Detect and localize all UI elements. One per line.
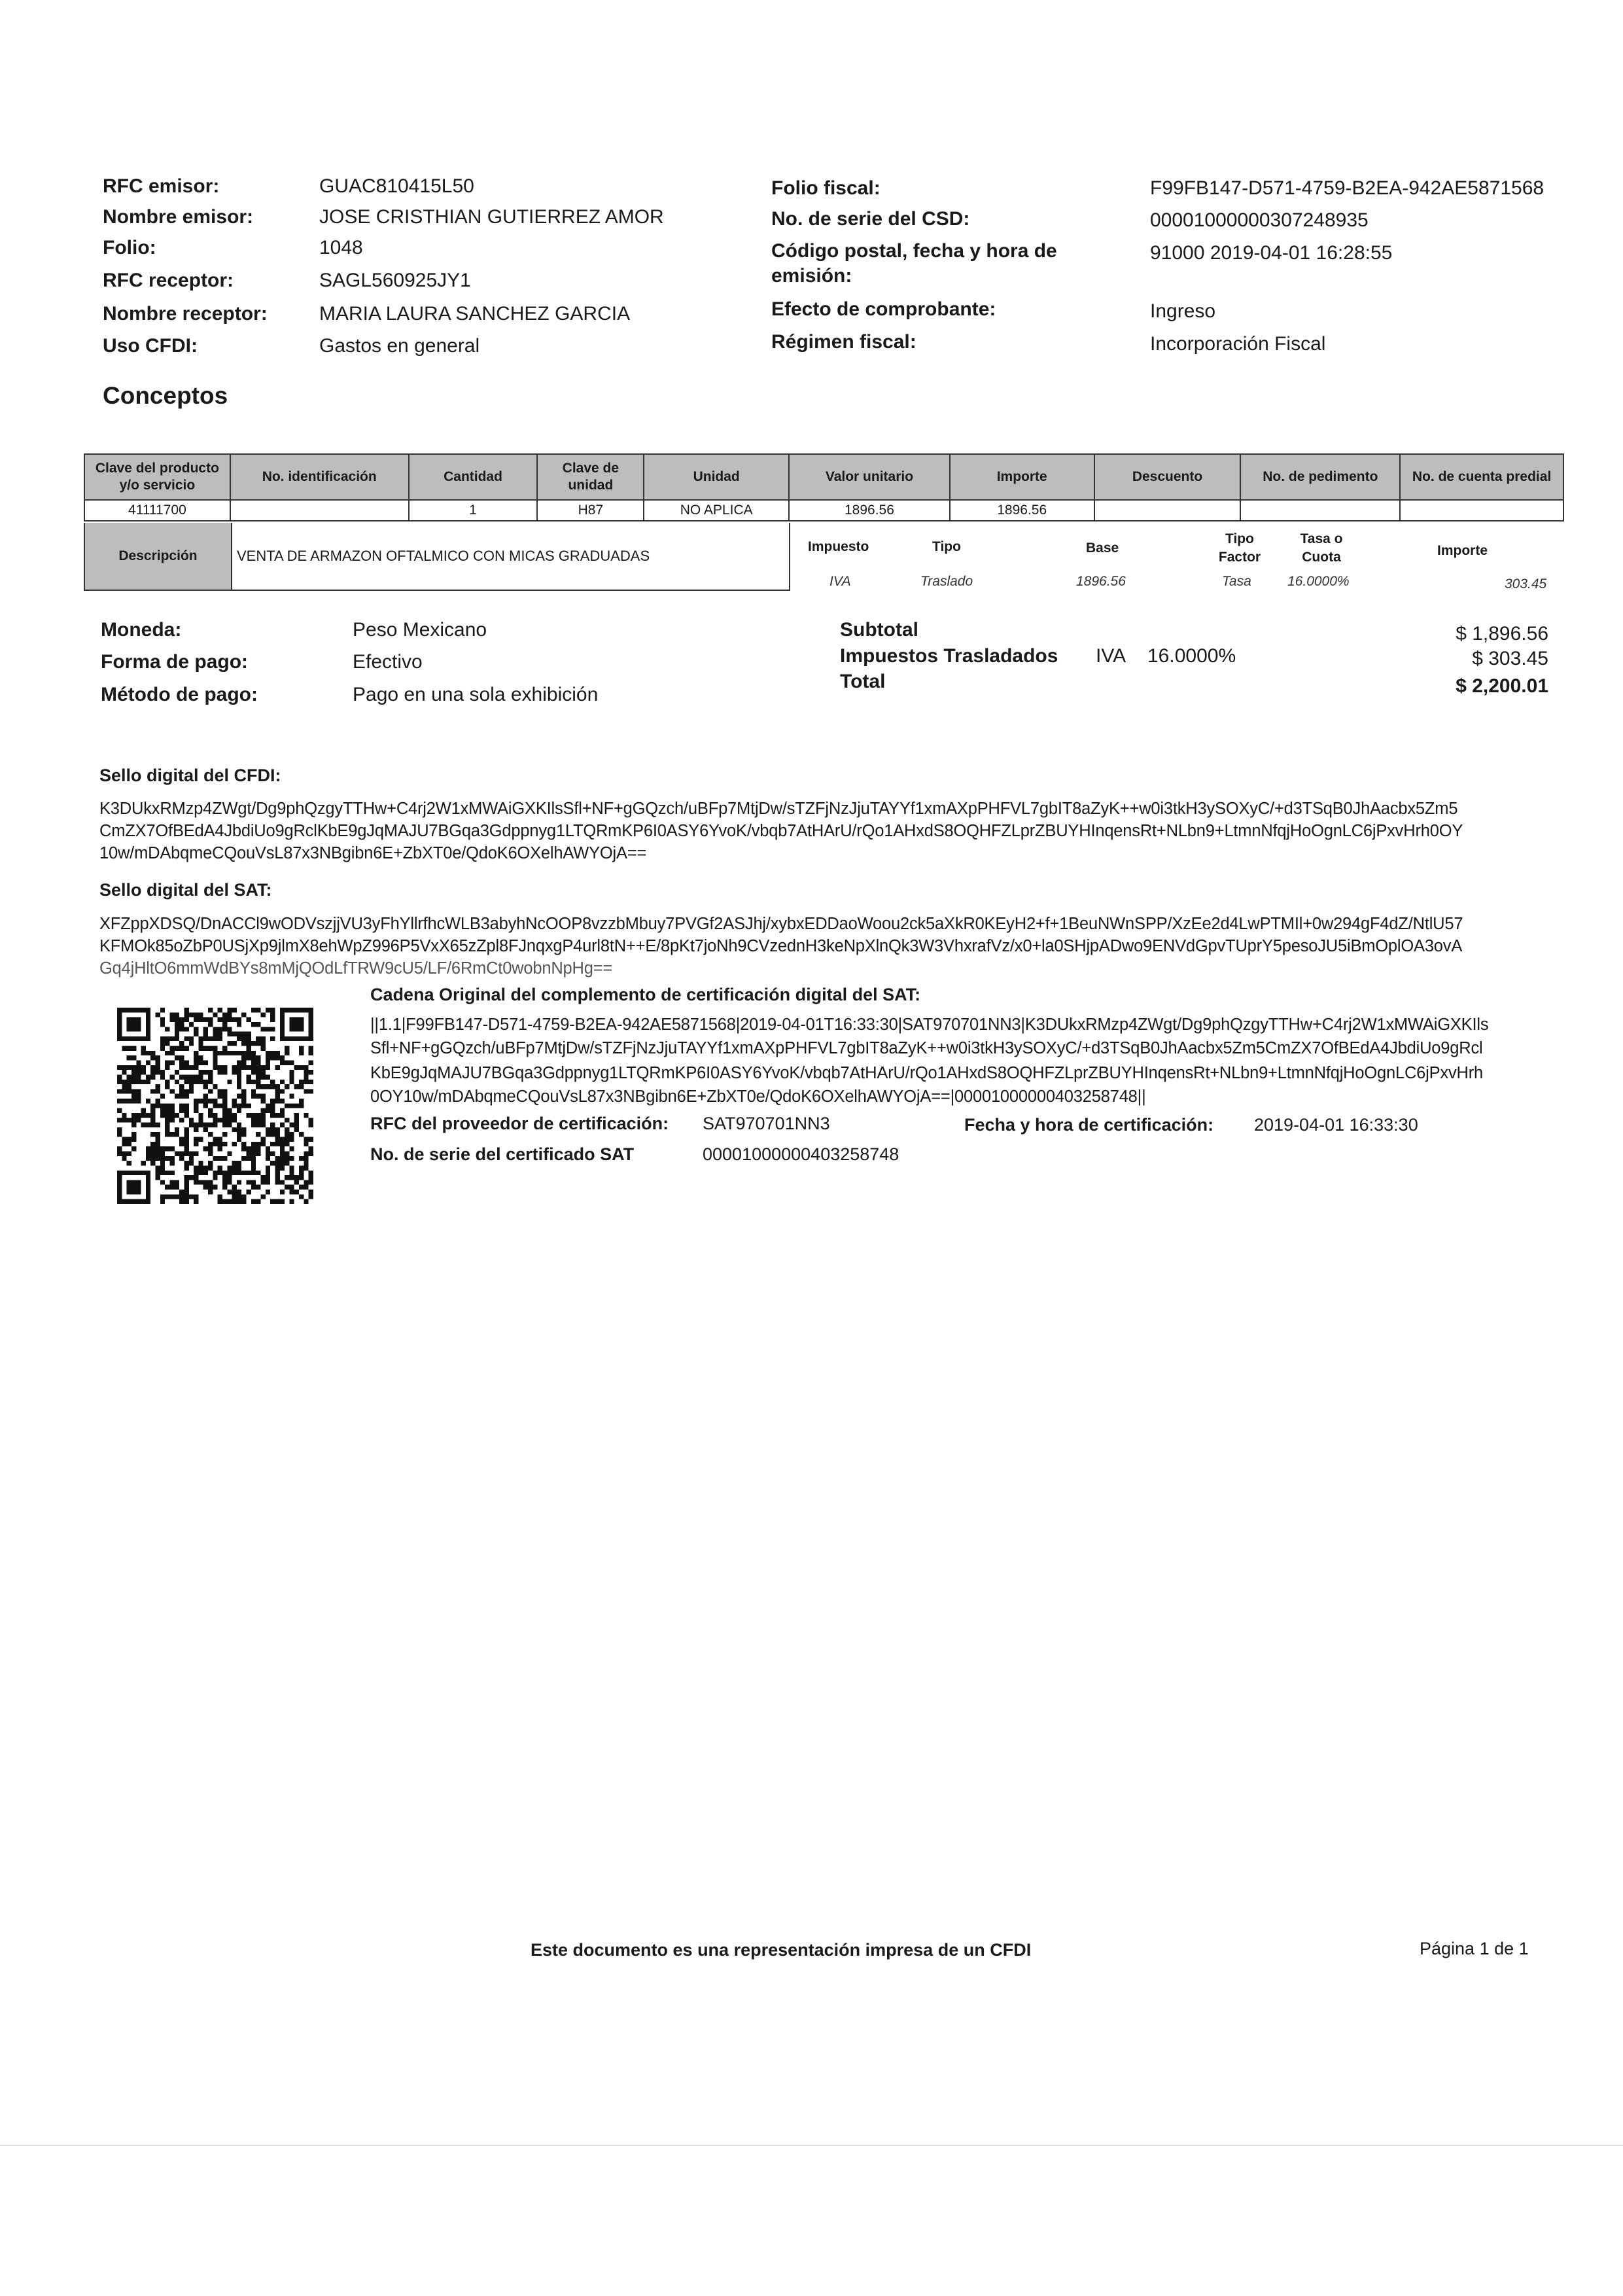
header-text: Clave de [562,461,620,476]
serie-sat-label: No. de serie del certificado SAT [370,1144,635,1164]
sello-sat-line: KFMOk85oZbP0USjXp9jlmX8ehWpZ996P5VxX65zZpl8FJnqxgP4url8tN++E/8pKt7joNh9CVzednH3keNpXlnQk3W3VhxrafVz/x0+la0SHjpADwo9ENVdGpvTUprY5pesoJU5iBmOplOA3ovA [99,937,1463,955]
nombre-emisor-value: JOSE CRISTHIAN GUTIERREZ AMOR [319,206,664,228]
rfc-proveedor-value: SAT970701NN3 [703,1114,830,1133]
cell [1094,500,1241,521]
folio-value: 1048 [319,237,363,258]
cell: 1 [409,500,538,521]
footer-note: Este documento es una representación impresa de un CFDI [531,1940,1032,1960]
cell: 1896.56 [789,500,950,521]
sello-cfdi-label: Sello digital del CFDI: [99,766,281,785]
cell: 41111700 [84,500,230,521]
col-valor-unitario: Valor unitario [789,454,950,500]
forma-pago-value: Efectivo [353,651,423,673]
col-no-pedimento: No. de pedimento [1240,454,1400,500]
tax-base-value: 1896.56 [1076,574,1126,589]
tax-importe-value: 303.45 [1505,576,1547,592]
cadena-line: Sfl+NF+gGQzch/uBFp7MtjDw/sTZFjNzJjuTAYYf1xmAXpPHFVL7gbIT8aZyK++w0i3tkH3ySOXyC/+d3TSqB0JhAacbx5Zm5CmZX7OfBEdA4JbdiUo9gRcl [370,1039,1483,1057]
fecha-certificacion-value: 2019-04-01 16:33:30 [1254,1115,1418,1135]
metodo-pago-label: Método de pago: [101,684,258,705]
cell [1400,500,1563,521]
moneda-label: Moneda: [101,619,182,641]
col-unidad: Unidad [644,454,789,500]
header-text: Factor [1218,550,1261,565]
cadena-label: Cadena Original del complemento de certificación digital del SAT: [370,985,921,1004]
description-label: Descripción [85,523,232,590]
rfc-emisor-label: RFC emisor: [103,175,220,197]
folio-label: Folio: [103,237,156,258]
tax-importe-header: Importe [1437,543,1488,558]
sello-sat-line: XFZppXDSQ/DnACCl9wODVszjjVU3yFhYllrfhcWLB3abyhNcOOP8vzzbMbuy7PVGf2ASJhj/xybxEDDaoWoou2ck5aXkR0KEyH2+f+1BeuNWnSPP/XzEe2d4LwPTMIl+0w294gF4dZ/NtlU57 [99,915,1463,933]
efecto-value: Ingreso [1150,300,1216,322]
cell [230,500,409,521]
tax-impuesto-header: Impuesto [808,539,869,554]
col-clave-producto [84,454,230,500]
tax-tipo-factor-value: Tasa [1222,574,1251,589]
col-cantidad: Cantidad [409,454,538,500]
col-descuento: Descuento [1094,454,1241,500]
sello-cfdi-line: CmZX7OfBEdA4JbdiUo9gRclKbE9gJqMAJU7BGqa3Gdppnyg1LTQRmKP6I0ASY6YvoK/vbqb7AtHArU/rQo1AHxdS8OQHFZLprZBUYHInqensRt+NLbn9+LtmnNfqjHoOgnLC6jPxvHrh0OY [99,822,1463,840]
description-box [84,523,790,591]
regimen-label: Régimen fiscal: [771,331,916,353]
moneda-value: Peso Mexicano [353,619,487,641]
cell [1240,500,1400,521]
page-number: Página 1 de 1 [1420,1939,1529,1958]
serie-sat-value: 00001000000403258748 [703,1144,899,1164]
cell: NO APLICA [644,500,789,521]
metodo-pago-value: Pago en una sola exhibición [353,684,599,705]
qr-modules [117,1008,313,1204]
cadena-line: KbE9gJqMAJU7BGqa3Gdppnyg1LTQRmKP6I0ASY6YvoK/vbqb7AtHArU/rQo1AHxdS8OQHFZLprZBUYHInqensRt+NLbn9+LtmnNfqjHoOgnLC6jPxvHrh [370,1064,1484,1082]
rfc-emisor-value: GUAC810415L50 [319,175,474,197]
codigo-postal-value: 91000 2019-04-01 16:28:55 [1150,242,1393,264]
uso-cfdi-label: Uso CFDI: [103,335,198,357]
tax-tipo-value: Traslado [920,574,973,589]
cell: H87 [537,500,644,521]
tax-base-header: Base [1086,540,1119,556]
description-value: VENTA DE ARMAZON OFTALMICO CON MICAS GRADUADAS [237,548,650,564]
col-no-identificacion: No. identificación [230,454,409,500]
efecto-label: Efecto de comprobante: [771,298,996,320]
impuestos-value: $ 303.45 [1472,648,1548,669]
subtotal-value: $ 1,896.56 [1456,623,1548,645]
sello-sat-line: Gq4jHltO6mmWdBYs8mMjQOdLfTRW9cU5/LF/6RmCt0wobnNpHg== [99,959,613,978]
nombre-receptor-value: MARIA LAURA SANCHEZ GARCIA [319,303,631,325]
serie-csd-value: 00001000000307248935 [1150,209,1369,231]
qr-code [117,1007,313,1205]
tax-tipo-factor-header [1217,530,1263,567]
cadena-line: 0OY10w/mDAbqmeCQouVsL87x3NBgibn6E+ZbXT0e/QdoK6OXelhAWYOjA==|00001000000403258748|| [370,1087,1146,1106]
conceptos-title: Conceptos [103,382,228,409]
header-text: Tipo [1225,531,1254,546]
rfc-receptor-label: RFC receptor: [103,270,234,291]
tax-tipo-header: Tipo [932,539,961,554]
col-clave-unidad [537,454,644,500]
folio-fiscal-value: F99FB147-D571-4759-B2EA-942AE5871568 [1150,177,1544,199]
sello-cfdi-line: 10w/mDAbqmeCQouVsL87x3NBgibn6E+ZbXT0e/QdoK6OXelhAWYOjA== [99,844,647,862]
table-row [84,500,1563,521]
folio-fiscal-label: Folio fiscal: [771,177,881,199]
total-label: Total [840,671,886,692]
impuestos-tax: IVA [1096,645,1126,667]
total-value: $ 2,200.01 [1456,675,1548,697]
header-text: y/o servicio [119,478,196,493]
tax-impuesto-value: IVA [829,574,851,589]
impuestos-rate: 16.0000% [1147,645,1236,667]
col-cuenta-predial: No. de cuenta predial [1400,454,1563,500]
codigo-postal-label-2: emisión: [771,265,852,287]
uso-cfdi-value: Gastos en general [319,335,480,357]
subtotal-label: Subtotal [840,619,918,641]
tax-tasa-header [1292,530,1351,567]
col-importe: Importe [950,454,1094,500]
rfc-proveedor-label: RFC del proveedor de certificación: [370,1114,669,1133]
sello-cfdi-line: K3DUkxRMzp4ZWgt/Dg9phQzgyTTHw+C4rj2W1xMWAiGXKIlsSfl+NF+gGQzch/uBFp7MtjDw/sTZFjNzJjuTAYYf1xmAXpPHFVL7gbIT8aZyK++w0i3tkH3ySOXyC/+d3TSqB0JhAacbx5Zm5 [99,800,1458,818]
serie-csd-label: No. de serie del CSD: [771,208,970,230]
header-text: unidad [568,478,614,493]
regimen-value: Incorporación Fiscal [1150,333,1326,355]
cell: 1896.56 [950,500,1094,521]
header-text: Tasa o [1300,531,1343,546]
scan-edge-divider [0,2145,1623,2146]
header-text: Cuota [1302,550,1341,565]
impuestos-label: Impuestos Trasladados [840,645,1058,667]
codigo-postal-label: Código postal, fecha y hora de [771,240,1057,262]
table-header-row [84,454,1563,500]
tax-tasa-value: 16.0000% [1287,574,1350,589]
rfc-receptor-value: SAGL560925JY1 [319,270,471,291]
nombre-receptor-label: Nombre receptor: [103,303,268,325]
fecha-certificacion-label: Fecha y hora de certificación: [964,1115,1214,1135]
cadena-line: ||1.1|F99FB147-D571-4759-B2EA-942AE5871568|2019-04-01T16:33:30|SAT970701NN3|K3DUkxRMzp4ZWgt/Dg9phQzgyTTHw+C4rj2W1xMWAiGXKIls [370,1016,1489,1034]
conceptos-table [84,453,1564,521]
header-text: Clave del producto [95,461,219,476]
forma-pago-label: Forma de pago: [101,651,249,673]
sello-sat-label: Sello digital del SAT: [99,880,272,900]
nombre-emisor-label: Nombre emisor: [103,206,254,228]
